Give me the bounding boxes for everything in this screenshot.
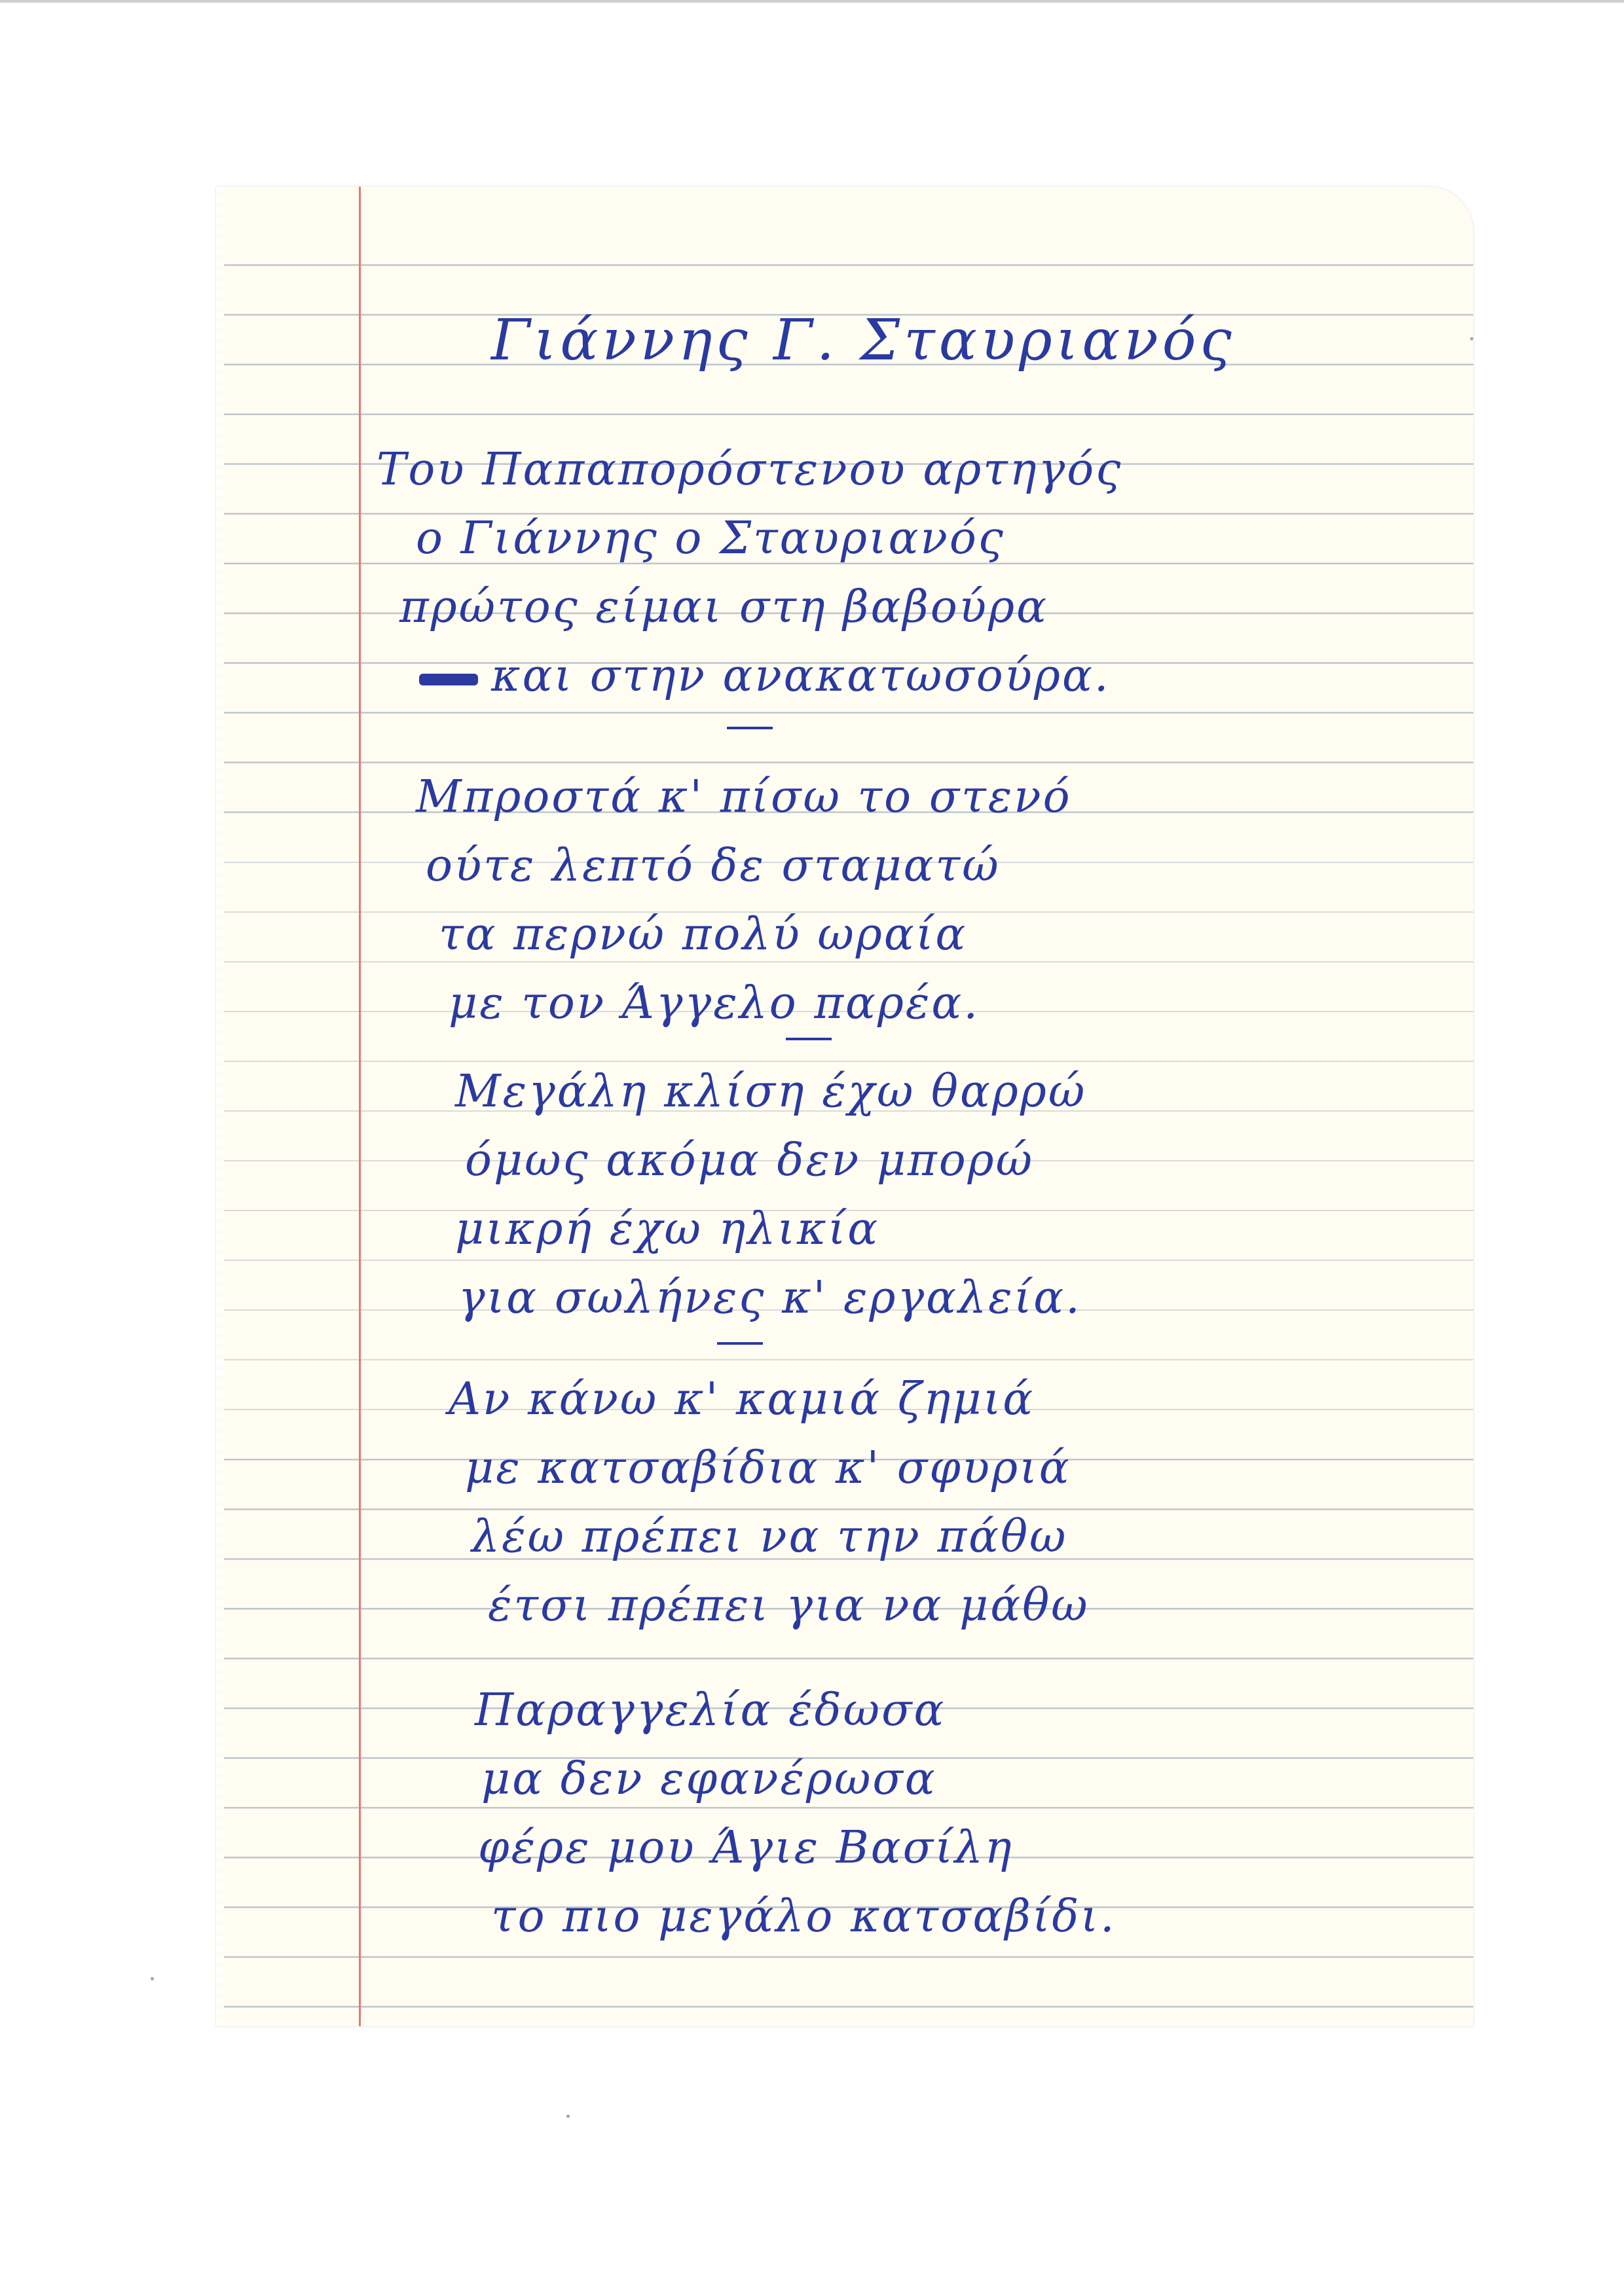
poem-line: μα δεν εφανέρωσα <box>481 1753 937 1805</box>
handwritten-poem <box>216 187 1473 2026</box>
notebook-page <box>216 187 1473 2026</box>
scan-speck <box>151 1977 154 1980</box>
scribble-mark <box>419 674 478 685</box>
stanza-separator <box>717 1342 763 1345</box>
poem-line: Παραγγελία έδωσα <box>475 1685 946 1736</box>
stanza-separator <box>727 727 773 729</box>
poem-line: και στην ανακατωσούρα. <box>419 651 1110 701</box>
poem-title: Γιάννης Γ. Σταυριανός <box>491 308 1236 373</box>
scan-speck <box>1470 337 1473 340</box>
stanza-separator <box>786 1038 832 1040</box>
poem-line: με κατσαβίδια κ' σφυριά <box>465 1442 1071 1494</box>
poem-line: Μεγάλη κλίση έχω θαρρώ <box>455 1066 1087 1118</box>
poem-line: όμως ακόμα δεν μπορώ <box>465 1135 1035 1186</box>
poem-line: Αν κάνω κ' καμιά ζημιά <box>449 1374 1035 1425</box>
poem-line: μικρή έχω ηλικία <box>455 1203 880 1255</box>
poem-line: το πιο μεγάλο κατσαβίδι. <box>491 1891 1116 1942</box>
poem-line: λέω πρέπει να την πάθω <box>471 1511 1068 1563</box>
poem-line: πρώτος είμαι στη βαβούρα <box>399 581 1049 633</box>
poem-line: έτσι πρέπει για να μάθω <box>488 1580 1090 1631</box>
poem-line: με τον Άγγελο παρέα. <box>449 977 980 1029</box>
poem-line: ούτε λεπτό δε σταματώ <box>426 840 1001 892</box>
poem-line: για σωλήνες κ' εργαλεία. <box>458 1272 1082 1324</box>
poem-line: τα περνώ πολύ ωραία <box>439 909 968 960</box>
poem-line: Του Παπαπορόστενου αρτηγός <box>377 444 1123 496</box>
poem-line: φέρε μου Άγιε Βασίλη <box>478 1822 1014 1874</box>
poem-line: ο Γιάννης ο Σταυριανός <box>416 513 1005 564</box>
poem-line: Μπροστά κ' πίσω το στενό <box>416 771 1072 823</box>
scan-speck <box>566 2115 570 2118</box>
scan-top-edge <box>0 0 1624 3</box>
